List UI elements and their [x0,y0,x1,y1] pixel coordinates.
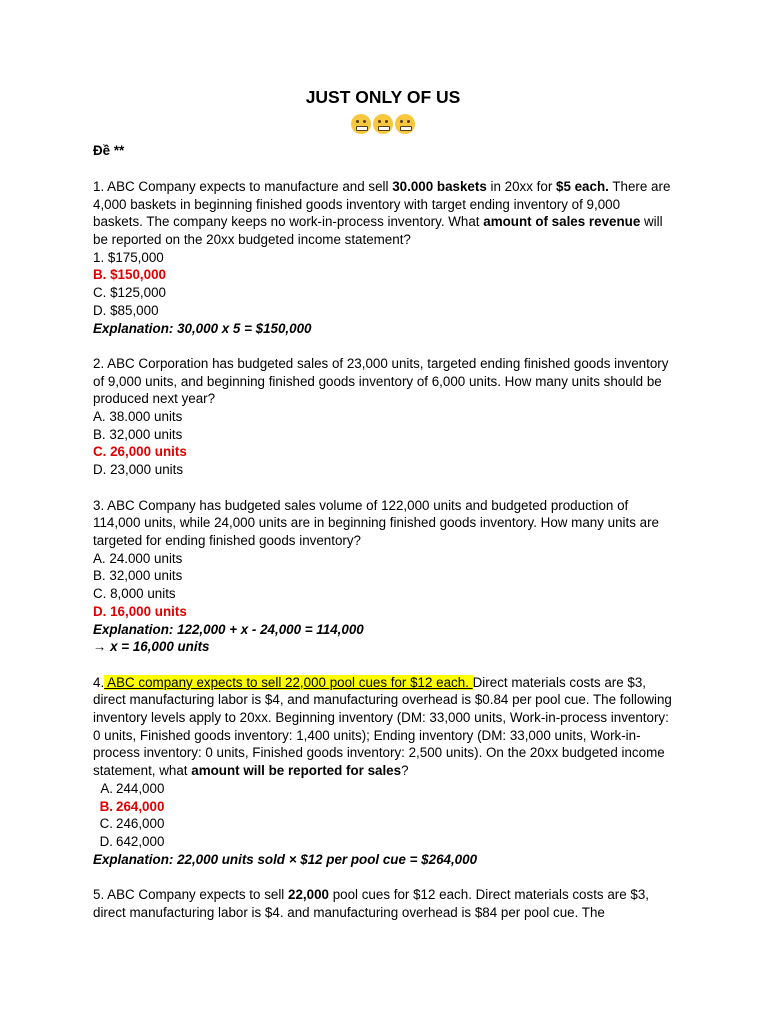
highlighted-text: ABC company expects to sell 22,000 pool cues for $12 each. [104,674,473,690]
option: C. 8,000 units [93,586,176,602]
section-heading: Đề ** [93,143,125,159]
correct-option: B. $150,000 [93,267,166,283]
question-2-text: 2. ABC Corporation has budgeted sales of 23,000 units, targeted ending finished goods inventory of 9,000 units, and beginning finished goods inventory of 6,000 units. How many units should be produced next year? [93,355,669,407]
question-3-text: 3. ABC Company has budgeted sales volume of 122,000 units and budgeted production of 114,000 units, while 24,000 units are in beginning finished goods inventory. How many units are targeted for ending finished goods inventory? [93,497,659,548]
explanation: Explanation: 30,000 x 5 = $150,000 [93,320,312,336]
explanation-result: → x = 16,000 units [93,639,210,655]
option: D. 23,000 units [93,462,184,478]
option: B. 32,000 units [93,568,183,584]
explanation: Explanation: 22,000 units sold × $12 per pool cue = $264,000 [93,851,478,867]
list-item: C. 246,000 [99,816,165,832]
question-2 [93,355,673,479]
question-5-text: 5. ABC Company expects to sell 22,000 pool cues for $12 each. Direct materials costs are $3, direct manufacturing labor is $4. and manufacturing overhead is $84 per pool cue. The [93,887,650,920]
question-4 [93,674,673,869]
correct-option: B. 264,000 [99,798,165,814]
option: B. 32,000 units [93,426,183,442]
document-page [93,86,673,921]
correct-option: C. 26,000 units [93,444,187,460]
option: D. $85,000 [93,302,159,318]
question-1-text: 1. ABC Company expects to manufacture and sell 30.000 baskets in 20xx for $5 each. There are 4,000 baskets in beginning finished goods inventory with target ending inventory of 9,000 baskets. The company keeps no work-in-process inventory. What amount of sales revenue will be reported on the 20xx budgeted income statement? [93,178,671,248]
page-title: JUST ONLY OF US [305,87,461,107]
correct-option: D. 16,000 units [93,603,187,619]
zipper-mouth-face-icon [351,114,371,134]
list-item: D. 642,000 [99,833,165,849]
list-item: A. 244,000 [100,780,165,796]
question-3 [93,497,673,656]
option: 1. $175,000 [93,249,164,265]
options-list [93,780,673,851]
option: C. $125,000 [93,285,166,301]
zipper-mouth-face-icon [373,114,393,134]
zipper-mouth-face-icon [395,114,415,134]
question-5 [93,886,673,921]
option: A. 24.000 units [93,550,183,566]
option: A. 38.000 units [93,409,183,425]
emoji-row [93,112,673,134]
explanation: Explanation: 122,000 + x - 24,000 = 114,000 [93,621,364,637]
question-4-text: 4. ABC company expects to sell 22,000 pool cues for $12 each. Direct materials costs are $3, direct manufacturing labor is $4, and manufacturing overhead is $0.84 per pool cue. The following inventory levels apply to 20xx. Beginning inventory (DM: 33,000 units, Work-in-process inventory: 0 units, Finished goods inventory: 1,400 units); Ending inventory (DM: 33,000 units, Work-in-process inventory: 0 units, Finished goods inventory: 2,500 units). On the 20xx budgeted income statement, what amount will be reported for sales? [93,674,672,779]
question-1 [93,178,673,337]
